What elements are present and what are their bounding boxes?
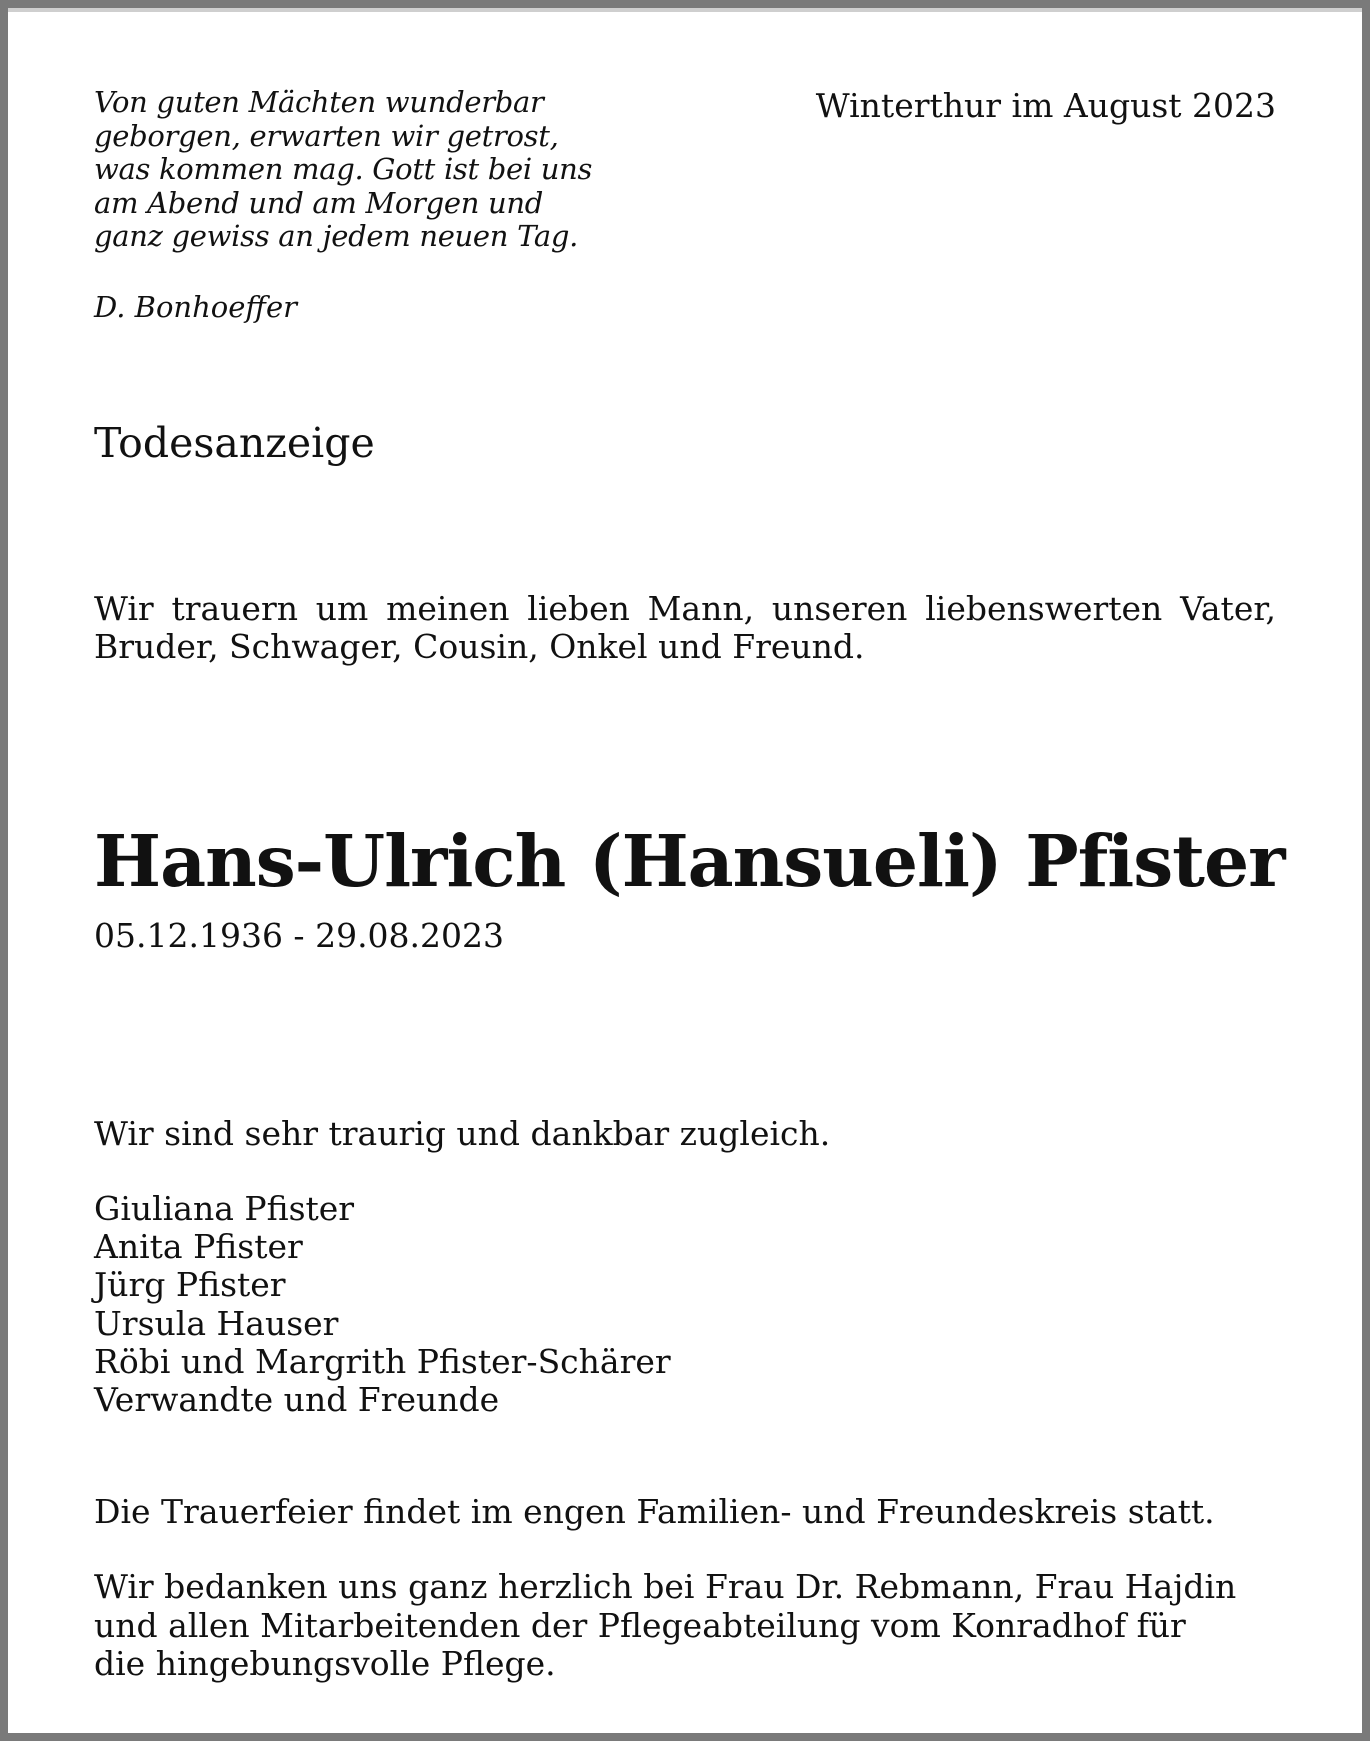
- quote-line: am Abend und am Morgen und: [94, 185, 544, 220]
- page-title: Todesanzeige: [94, 419, 375, 467]
- thanks-line: die hingebungsvolle Pflege.: [94, 1644, 556, 1683]
- ceremony-notice: Die Trauerfeier findet im engen Familien- und Freundeskreis statt.: [94, 1492, 1215, 1531]
- intro-line: Wir trauern um meinen lieben Mann, unseren liebenswerten Vater,: [94, 589, 1276, 628]
- life-dates: 05.12.1936 - 29.08.2023: [94, 916, 505, 955]
- list-item: Anita Pfister: [94, 1227, 303, 1267]
- intro-paragraph: [94, 590, 1276, 666]
- quote-line: ganz gewiss an jedem neuen Tag.: [94, 219, 579, 253]
- mourners-list: [94, 1190, 671, 1419]
- thanks-line: Wir bedanken uns ganz herzlich bei Frau Dr. Rebmann, Frau Hajdin: [94, 1567, 1237, 1606]
- list-item: Ursula Hauser: [94, 1303, 339, 1343]
- quote-author: D. Bonhoeffer: [94, 290, 297, 324]
- quote-line: geborgen, erwarten wir getrost,: [94, 118, 559, 153]
- sentiment-line: Wir sind sehr traurig und dankbar zugleich.: [94, 1114, 831, 1153]
- list-item: Röbi und Margrith Pfister-Schärer: [94, 1341, 671, 1381]
- intro-line: Bruder, Schwager, Cousin, Onkel und Freund.: [94, 627, 865, 666]
- list-item: Verwandte und Freunde: [94, 1380, 500, 1420]
- list-item: Giuliana Pfister: [94, 1189, 355, 1228]
- bonhoeffer-quote: [94, 86, 614, 254]
- thanks-line: und allen Mitarbeitenden der Pflegeabteilung vom Konradhof für: [94, 1605, 1186, 1645]
- list-item: Jürg Pfister: [94, 1265, 286, 1305]
- quote-line: Von guten Mächten wunderbar: [94, 85, 544, 119]
- deceased-name: Hans-Ulrich (Hansueli) Pfister: [94, 819, 1285, 903]
- thanks-paragraph: [94, 1568, 1236, 1684]
- obituary-page: [94, 0, 1285, 1741]
- place-and-date: Winterthur im August 2023: [815, 86, 1276, 125]
- quote-line: was kommen mag. Gott ist bei uns: [94, 152, 593, 186]
